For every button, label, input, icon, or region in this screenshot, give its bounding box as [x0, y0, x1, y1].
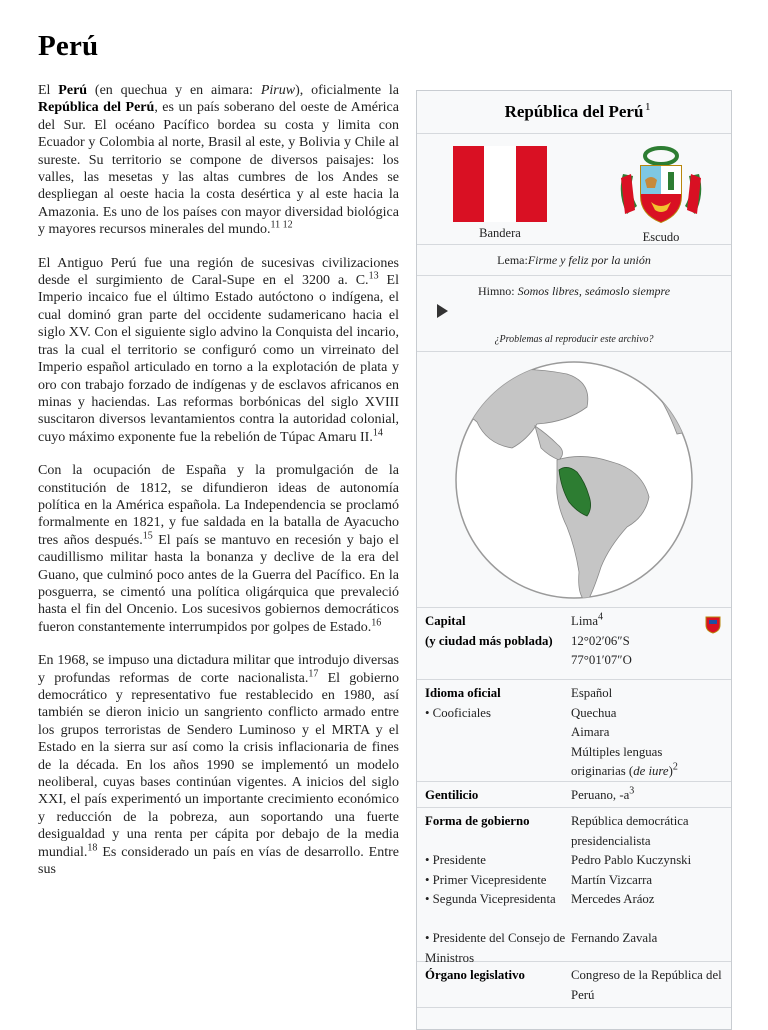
row-demonym: Gentilicio Peruano, $-a^3$ — [417, 782, 731, 808]
play-icon[interactable] — [437, 304, 448, 318]
president-link[interactable]: Pedro Pablo Kuczynski — [571, 853, 692, 867]
reference-link[interactable]: 14 — [372, 427, 383, 439]
reference-link[interactable]: 4 — [598, 611, 604, 623]
anthem-row: Himno: Somos libres, seámoslo siempre ¿Problemas al reproducir este archivo? — [417, 276, 731, 352]
playback-help-link[interactable]: ¿Problemas al reproducir este archivo? — [494, 334, 654, 345]
paragraph-independence: Con la ocupación de España y la promulgación de la constitución de 1812, se difundieron ideas de autonomía política en la América española. La Independencia se proclamó formalmente en 1821, y fue saldada en la batalla de Ayacucho tres años después.$^{15}$ El país se mantuvo en recesión y bajo el caudillismo militar hasta la bonanza y declive de la era del Guano, que culminó poco antes de la Guerra del Pacífico. En la posguerra, se cimentó una política oligárquica que prevaleció hasta el fin del Oncenio. Los sucesivos gobiernos democráticos fueron constantemente interrumpidos por golpes de Estado.$^{16}$ — [38, 463, 399, 635]
demonym-value: Peruano, -a — [571, 788, 630, 802]
bold-term: República del Perú — [38, 100, 155, 116]
reference-link[interactable]: 2 — [672, 761, 678, 773]
prime-minister-link[interactable]: Fernando Zavala — [571, 931, 658, 945]
coat-of-arms-image[interactable] — [613, 144, 709, 230]
paragraph-modern: En 1968, se impuso una dictadura militar que introdujo diversas y profundas reformas de corte nacionalista.$^{17}$ El gobierno democrático y representativo fue restablecido en 1980, así también se dieron inicio un sangriento conflicto armado entre los grupos terroristas de Sendero Luminoso y el MRTA y el Estado en la sierra sur así como la crisis inflacionaria de fines de la década. En los años 1990 se implementó un modelo neoliberal, cuyas bases continúan vigentes. A inicios del siglo XXI, el país experimentó un importante crecimiento económico y reducción de la pobreza, aun soportando una fuerte desigualdad y una renta per cápita por debajo de la media mundial.$^{18}$ Es considerado un país en vías de desarrollo. Entre sus — [38, 653, 399, 878]
row-government: Forma de gobierno • Presidente • Primer Vicepresidente • Segunda Vicepresidenta • Presidente del Consejo de Ministros República democrática presidencialista Pedro Pablo Kuczynski Martín Vizcarra Mercedes Aráoz Fernando Zavala — [417, 808, 731, 962]
coat-caption[interactable]: Escudo — [642, 230, 680, 244]
location-map[interactable] — [417, 352, 731, 608]
coordinates-lat[interactable]: 12°02′06″S — [571, 633, 630, 648]
second-vicepresident-link[interactable]: Mercedes Aráoz — [571, 892, 655, 906]
motto-row: Lema: Firme y feliz por la unión — [417, 245, 731, 276]
flag-caption[interactable]: Bandera — [479, 226, 521, 240]
infobox — [416, 90, 732, 1030]
reference-link[interactable]: 3 — [629, 785, 635, 797]
reference-link[interactable]: 17 — [308, 667, 319, 679]
capital-coat-icon — [703, 614, 723, 634]
paragraph-history: El Antiguo Perú fue una región de sucesivas civilizaciones desde el surgimiento de Caral-Supe en el 3200 a. C.$^{13}$ El Imperio incaico fue el último Estado autóctono o indígena, el cual dominó gran parte del occidente sudamericano hacia el siglo XV. Con el siguiente siglo advino la Conquista del incario, tras la cual el territorio se configuró como un virreinato del Imperio español articulado en torno a la explotación de plata y oro con trabajo forzado de indígenas y de esclavos africanos en minas y haciendas. Las reformas borbónicas del siglo XVIII suscitaron diversos levantamientos contra la autoridad colonial, cuyo máximo exponente fue la rebelión de Túpac Amaru II.$^{14}$ — [38, 255, 399, 445]
reference-link[interactable]: 16 — [371, 617, 382, 629]
row-legislature: Órgano legislativo Congreso de la República del Perú — [417, 962, 731, 1008]
official-language[interactable]: Español — [571, 686, 613, 700]
bold-term: Perú — [58, 83, 88, 98]
infobox-data-table — [417, 608, 731, 1008]
co-official-language[interactable]: Aimara — [571, 725, 610, 739]
legislature-link[interactable]: Congreso de la República del Perú — [571, 968, 722, 1002]
co-official-language[interactable]: Múltiples lenguas — [571, 744, 663, 759]
paragraph-intro: El Perú (en quechua y en aimara: Piruw), oficialmente la República del Perú, es un país soberano del oeste de América del Sur. El océano Pacífico bordea su costa y limita con Ecuador y Colombia al norte, Brasil al este, y Bolivia y Chile al sureste. Su territorio se compone de diversos paisajes: los valles, las mesetas y las altas cumbres de los Andes se despliegan al oeste hacia la costa desértica y al este hacia la Amazonia. Es uno de los países con mayor diversidad biológica y mayores recursos minerales del mundo.$^{11 12}$ — [38, 83, 399, 238]
government-form[interactable]: República democrática presidencialista — [571, 814, 689, 848]
co-official-language[interactable]: Quechua — [571, 705, 617, 720]
reference-link[interactable]: 13 — [368, 270, 379, 282]
vicepresident-link[interactable]: Martín Vizcarra — [571, 872, 653, 887]
globe-map — [417, 352, 731, 607]
capital-link[interactable]: Lima — [571, 614, 599, 628]
coordinates-lon[interactable]: 77°01′07″O — [571, 653, 632, 667]
reference-link[interactable]: 15 — [142, 530, 153, 542]
reference-link[interactable]: 11 12 — [270, 219, 293, 231]
reference-link[interactable]: 18 — [87, 842, 98, 853]
page-title: Perú — [38, 30, 99, 62]
flag-image[interactable] — [453, 146, 547, 222]
infobox-title: República del Perú 1 — [417, 91, 731, 134]
row-language: Idioma oficial • Cooficiales Español Quechua Aimara Múltiples lenguas originarias (de iure)$^2$ — [417, 680, 731, 782]
anthem-title[interactable]: Somos libres, seámoslo siempre — [517, 284, 671, 298]
row-capital: Capital (y ciudad más poblada) Lima$^4$ 12°02′06″S 77°01′07″O — [417, 608, 731, 680]
article-body — [38, 82, 399, 894]
motto-text: Firme y feliz por la unión — [527, 252, 651, 267]
infobox-symbols — [417, 134, 731, 245]
